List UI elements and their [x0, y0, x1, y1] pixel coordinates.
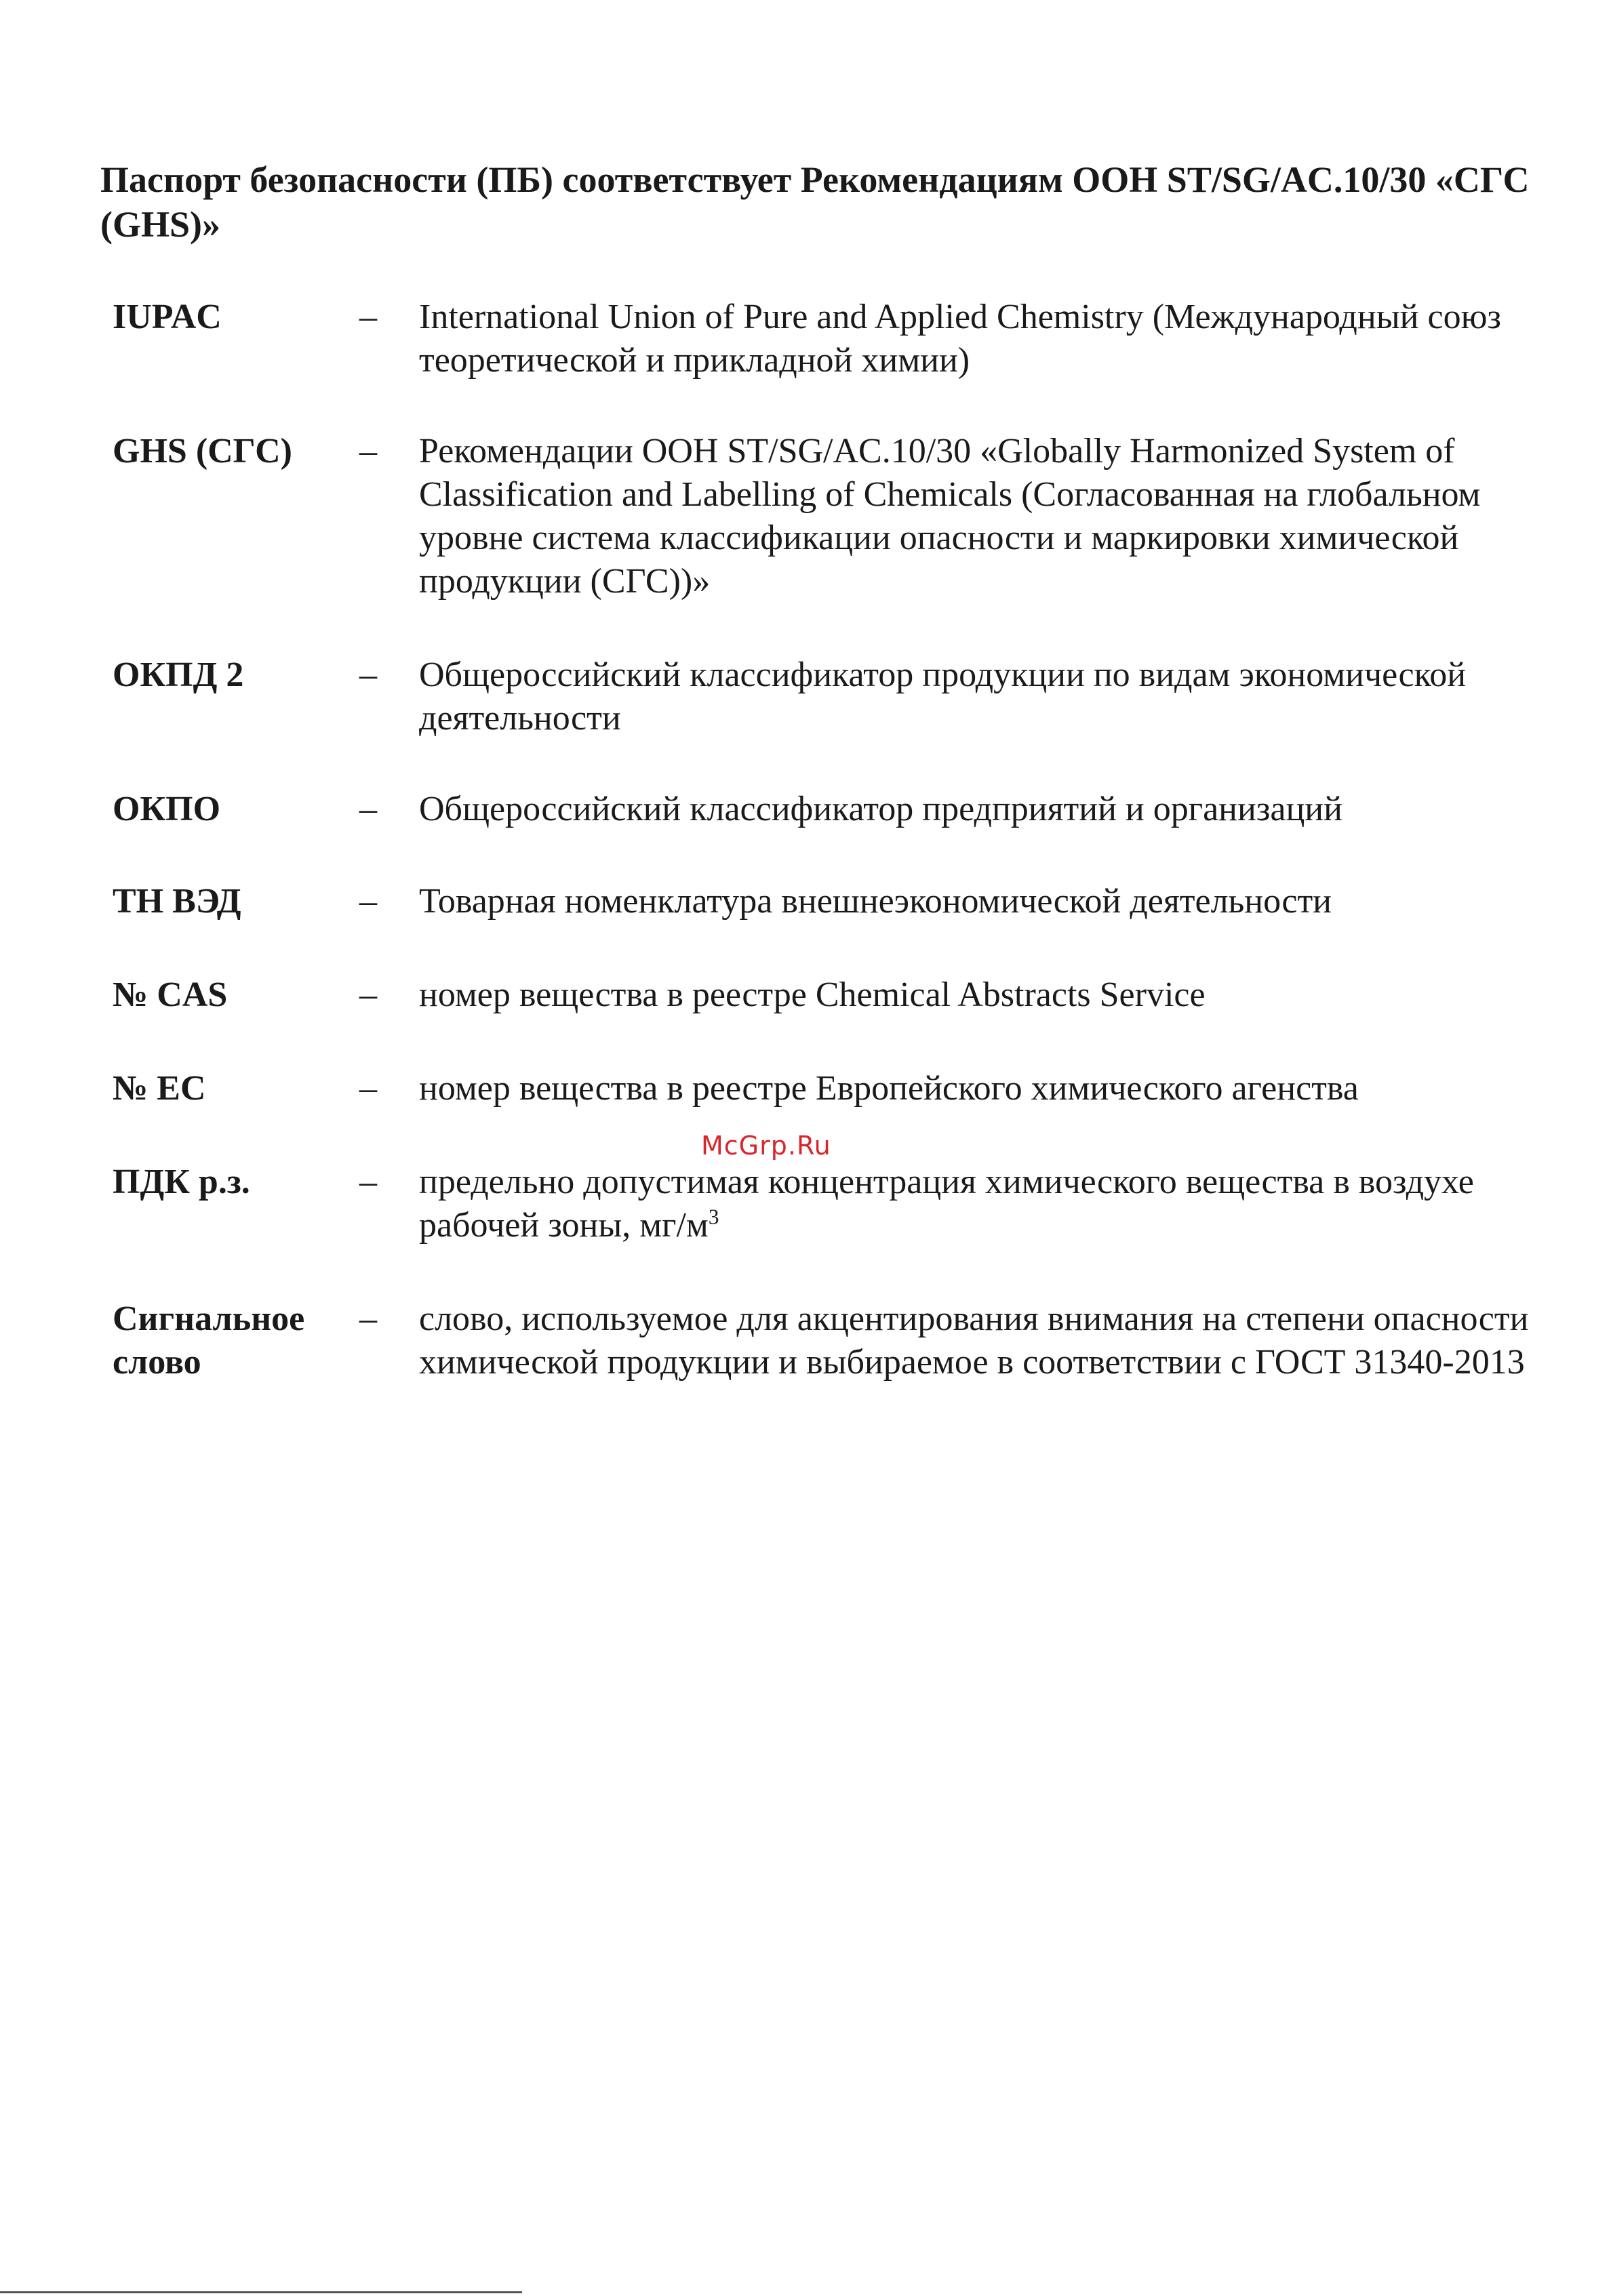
abbreviation-term: GHS (СГС)	[113, 432, 292, 470]
abbreviation-definition: Товарная номенклатура внешнеэкономической деятельности	[419, 882, 1332, 921]
dash-separator: –	[359, 882, 377, 921]
abbreviation-definition: слово, используемое для акцентирования внимания на степени опасности химической продукции и выбираемое в соответствии с ГОСТ 31340-2013	[419, 1300, 1529, 1382]
abbreviation-definition: Общероссийский классификатор предприятий и организаций	[419, 790, 1342, 828]
abbreviation-term: ОКПО	[113, 790, 221, 828]
abbreviation-definition	[419, 1161, 1545, 1247]
dash-separator: –	[359, 656, 377, 694]
dash-separator: –	[359, 432, 377, 470]
dash-separator: –	[359, 1163, 377, 1201]
dash-separator: –	[359, 1069, 377, 1108]
abbreviation-definition: Рекомендации ООН ST/SG/AC.10/30 «Globally Harmonized System of Classification and Labelling of Chemicals (Согласованная на глобальном уровне система классификации опасности и маркировки химической продукции (СГС))»	[419, 432, 1481, 601]
dash-separator: –	[359, 790, 377, 828]
watermark-text: McGrp.Ru	[701, 1131, 831, 1161]
abbreviation-term: № CAS	[113, 975, 228, 1014]
abbreviation-definition: International Union of Pure and Applied Chemistry (Международный союз теоретической и прикладной химии)	[419, 298, 1501, 380]
dash-separator: –	[359, 975, 377, 1014]
document-title: Паспорт безопасности (ПБ) соответствует Рекомендациям ООН ST/SG/AC.10/30 «СГС (GHS)»	[100, 159, 1530, 245]
abbreviation-definition: номер вещества в реестре Chemical Abstracts Service	[419, 975, 1206, 1014]
dash-separator: –	[359, 1300, 377, 1338]
abbreviation-definition: номер вещества в реестре Европейского химического агенства	[419, 1069, 1359, 1108]
dash-separator: –	[359, 298, 377, 336]
scan-edge-line	[0, 2291, 522, 2293]
abbreviation-definition: Общероссийский классификатор продукции по видам экономической деятельности	[419, 656, 1467, 738]
abbreviation-term: № ЕС	[113, 1069, 206, 1108]
definition-text: предельно допустимая концентрация химического вещества в воздухе рабочей зоны, мг/м	[419, 1163, 1474, 1245]
abbreviation-term: ПДК р.з.	[113, 1163, 250, 1201]
abbreviation-term: Сигнальное слово	[113, 1300, 305, 1382]
abbreviation-term: ТН ВЭД	[113, 882, 241, 921]
abbreviation-term: IUPAC	[113, 298, 222, 336]
abbreviation-term: ОКПД 2	[113, 656, 244, 694]
superscript-exponent: 3	[708, 1205, 719, 1229]
